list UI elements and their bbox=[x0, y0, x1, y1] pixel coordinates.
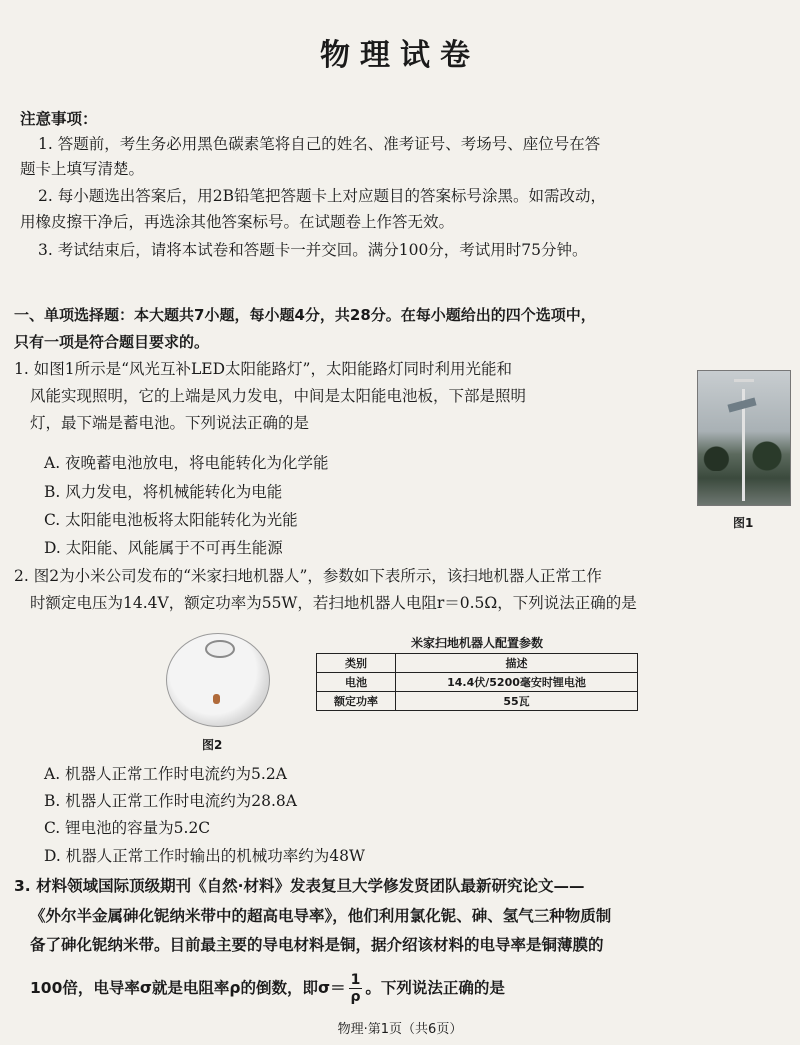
q1-stem-line-3: 灯，最下端是蓄电池。下列说法正确的是 bbox=[30, 414, 310, 432]
q1-option-d: D. 太阳能、风能属于不可再生能源 bbox=[44, 539, 283, 557]
q3-stem-line-4 bbox=[30, 970, 505, 1006]
page-title: 物理试卷 bbox=[320, 38, 480, 73]
q3-stem-line-2: 《外尔半金属砷化铌纳米带中的超高电导率》，他们利用氯化铌、砷、氢气三种物质制 bbox=[30, 907, 612, 925]
figure-1-caption: 图1 bbox=[733, 516, 754, 530]
fraction-one-over-rho bbox=[349, 972, 363, 1005]
q2-stem-line-1: 2. 图2为小米公司发布的“米家扫地机器人”，参数如下表所示，该扫地机器人正常工作 bbox=[14, 567, 602, 585]
fraction-numerator: 1 bbox=[350, 972, 361, 988]
table-cell: 电池 bbox=[317, 673, 396, 692]
figure-1-street-light-photo bbox=[697, 370, 791, 506]
table-row bbox=[317, 692, 638, 711]
q2-stem-line-2: 时额定电压为14.4V，额定功率为55W，若扫地机器人电阻r＝0.5Ω，下列说法正确的是 bbox=[30, 594, 637, 612]
notice-heading: 注意事项： bbox=[20, 109, 98, 128]
table-cell: 55瓦 bbox=[396, 692, 638, 711]
page-footer: 物理·第1页（共6页） bbox=[337, 1022, 463, 1037]
table-cell: 额定功率 bbox=[317, 692, 396, 711]
section-1-heading-line-2: 只有一项是符合题目要求的。 bbox=[14, 333, 210, 351]
table-header-cell: 类别 bbox=[317, 654, 396, 673]
table-row bbox=[317, 654, 638, 673]
q3-stem-line-3: 备了砷化铌纳米带。目前最主要的导电材料是铜，据介绍该材料的电导率是铜薄膜的 bbox=[30, 936, 604, 954]
q3-line-4-text-b: 。下列说法正确的是 bbox=[365, 979, 505, 997]
q1-option-c: C. 太阳能电池板将太阳能转化为光能 bbox=[44, 511, 298, 529]
figure-2-caption: 图2 bbox=[202, 738, 223, 752]
q1-stem-line-2: 风能实现照明，它的上端是风力发电，中间是太阳能电池板，下部是照明 bbox=[30, 387, 527, 405]
fraction-denominator: ρ bbox=[350, 989, 361, 1005]
table-header-cell: 描述 bbox=[396, 654, 638, 673]
notice-item-1-line-1: 1. 答题前，考生务必用黑色碳素笔将自己的姓名、准考证号、考场号、座位号在答 bbox=[38, 135, 601, 153]
q1-option-a: A. 夜晚蓄电池放电，将电能转化为化学能 bbox=[44, 454, 329, 472]
q1-stem-line-1: 1. 如图1所示是“风光互补LED太阳能路灯”，太阳能路灯同时利用光能和 bbox=[14, 360, 512, 378]
section-1-heading-line-1: 一、单项选择题：本大题共7小题，每小题4分，共28分。在每小题给出的四个选项中， bbox=[14, 306, 596, 324]
spec-table-title: 米家扫地机器人配置参数 bbox=[410, 636, 543, 650]
q1-option-b: B. 风力发电，将机械能转化为电能 bbox=[44, 483, 283, 501]
q3-line-4-text-a: 100倍，电导率σ就是电阻率ρ的倒数，即σ＝ bbox=[30, 979, 346, 997]
table-row bbox=[317, 673, 638, 692]
notice-item-3: 3. 考试结束后，请将本试卷和答题卡一并交回。满分100分，考试用时75分钟。 bbox=[38, 241, 588, 259]
table-cell: 14.4伏/5200毫安时锂电池 bbox=[396, 673, 638, 692]
q3-stem-line-1: 3. 材料领域国际顶级期刊《自然·材料》发表复旦大学修发贤团队最新研究论文—— bbox=[14, 877, 585, 895]
q2-option-b: B. 机器人正常工作时电流约为28.8A bbox=[44, 792, 297, 810]
q2-option-d: D. 机器人正常工作时输出的机械功率约为48W bbox=[44, 847, 365, 865]
q2-option-c: C. 锂电池的容量为5.2C bbox=[44, 819, 211, 837]
notice-item-2-line-1: 2. 每小题选出答案后，用2B铅笔把答题卡上对应题目的答案标号涂黑。如需改动， bbox=[38, 187, 606, 205]
wind-turbine-shape bbox=[734, 379, 754, 382]
robot-sensor-shape bbox=[205, 640, 235, 658]
notice-item-1-line-2: 题卡上填写清楚。 bbox=[20, 160, 145, 178]
notice-item-2-line-2: 用橡皮擦干净后，再选涂其他答案标号。在试题卷上作答无效。 bbox=[20, 213, 455, 231]
spec-table bbox=[316, 653, 638, 711]
figure-2-robot-photo bbox=[166, 633, 270, 727]
q2-option-a: A. 机器人正常工作时电流约为5.2A bbox=[44, 765, 287, 783]
robot-indicator-shape bbox=[213, 694, 220, 704]
